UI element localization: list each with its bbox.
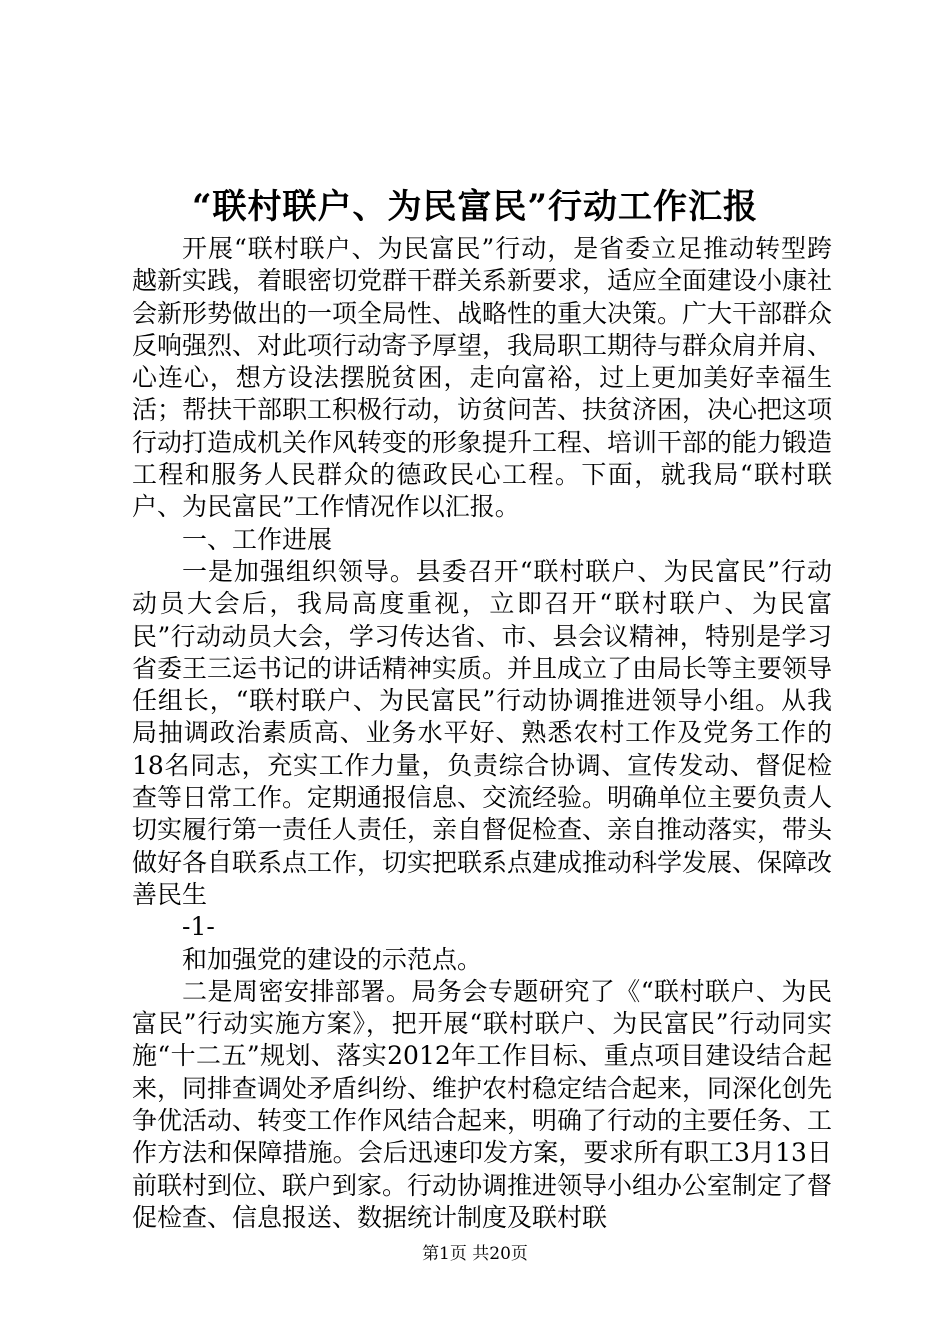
paragraph-continuation: 和加强党的建设的示范点。 — [182, 944, 483, 974]
page-footer: 第1页 共20页 — [422, 1244, 528, 1264]
paragraph-intro: 开展“联村联户、为民富民”行动，是省委立足推动转型跨越新实践，着眼密切党群干群关系新要求，适应全面建设小康社会新形势做出的一项全局性、战略性的重大决策。广大干部群众反响强烈、对此项行动寄予厚望，我局职工期待与群众肩并肩、心连心，想方设法摆脱贫困，走向富裕，过上更加美好幸福生活；帮扶干部职工积极行动，访贫问苦、扶贫济困，决心把这项行动打造成机关作风转变的形象提升工程、培训干部的能力锻造工程和服务人民群众的德政民心工程。下面，就我局“联村联户、为民富民”工作情况作以汇报。 — [132, 234, 833, 522]
document-body — [132, 233, 832, 1234]
paragraph-deployment: 二是周密安排部署。局务会专题研究了《“联村联户、为民富民”行动实施方案》，把开展“联村联户、为民富民”行动同实施“十二五”规划、落实2012年工作目标、重点项目建设结合起来，同排查调处矛盾纠纷、维护农村稳定结合起来，同深化创先争优活动、转变工作作风结合起来，明确了行动的主要任务、工作方法和保障措施。会后迅速印发方案，要求所有职工3月13日前联村到位、联户到家。行动协调推进领导小组办公室制定了督促检查、信息报送、数据统计制度及联村联 — [132, 976, 833, 1232]
section-heading: 一、工作进展 — [182, 524, 333, 554]
paragraph-organization: 一是加强组织领导。县委召开“联村联户、为民富民”行动动员大会后，我局高度重视，立即召开“联村联户、为民富民”行动动员大会，学习传达省、市、县会议精神，特别是学习省委王三运书记的讲话精神实质。并且成立了由局长等主要领导任组长，“联村联户、为民富民”行动协调推进领导小组。从我局抽调政治素质高、业务水平好、熟悉农村工作及党务工作的18名同志，充实工作力量，负责综合协调、宣传发动、督促检查等日常工作。定期通报信息、交流经验。明确单位主要负责人切实履行第一责任人责任，亲自督促检查、亲自推动落实，带头做好各自联系点工作，切实把联系点建成推动科学发展、保障改善民生 — [132, 556, 833, 909]
inline-page-marker: -1- — [182, 912, 215, 942]
document-title: “联村联户、为民富民”行动工作汇报 — [191, 187, 759, 227]
